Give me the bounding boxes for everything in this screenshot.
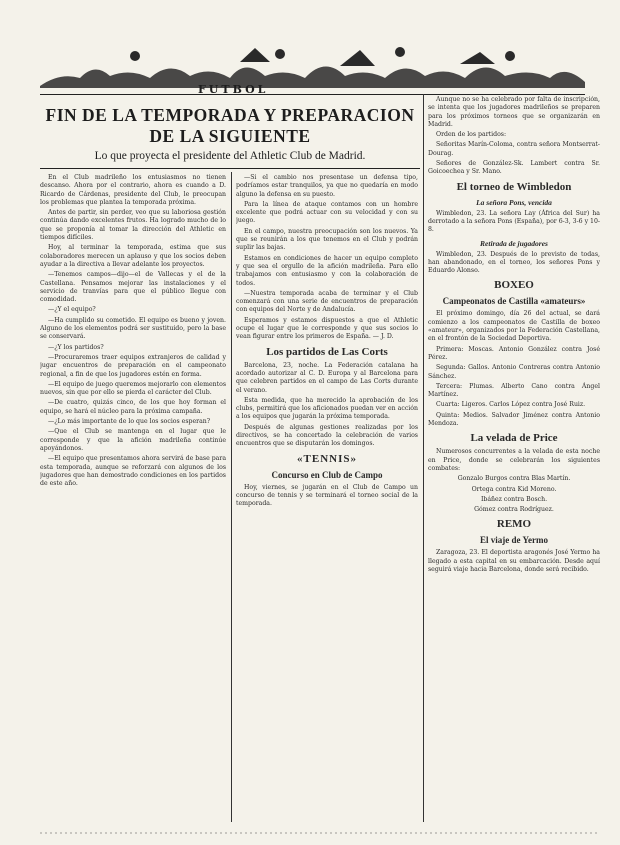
remo-title: REMO [496,518,532,531]
deck: Lo que proyecta el presidente del Athletic Club de Madrid. [94,150,366,162]
list-item: Cuarta: Ligeros. Carlos López contra José Ruiz. [436,401,586,409]
column-one [40,174,226,824]
paragraph: Barcelona, 23, noche. La Federación catalana ha acordado autorizar al C. D. Europa y al Barcelona para que celebren partidos en el campo de Las Corts durante el verano. [236,361,418,394]
paragraph: Para la línea de ataque contamos con un hombre excelente que podrá actuar con su velocidad y con su juego. [236,200,418,225]
paragraph: Después de algunas gestiones realizadas por los directivos, se ha concertado la celebración de varios encuentros que se disputarán los domingos. [236,423,418,448]
paragraph: El próximo domingo, día 26 del actual, se dará comienzo a los campeonatos de Castilla de boxeo «amateur», organizados por la Federación Castellana, en el frontón de la Sociedad Deportiva. [428,310,600,343]
boxeo-title: BOXEO [494,279,534,292]
paragraph: En el Club madrileño los entusiasmos no tienen descanso. Ahora por el contrario, ahora es cuando a D. Ricardo de Cárdenas, presidente del Club, le preocupan los problemas que plantea la temporada próxima. [40,174,226,206]
paragraph: —¿Y los partidos? [48,343,104,351]
paragraph: —Procuraremos traer equipos extranjeros de calidad y jugar encuentros de preparación en el campeonato regional, a fin de que los jugadores estén en forma. [40,353,226,378]
tennis-title: «TENNIS» [297,452,357,465]
boxeo-subhead: Campeonatos de Castilla «amateurs» [442,296,586,307]
headline: FIN DE LA TEMPORADA Y PREPARACION DE LA SIGUIENTE [45,105,415,146]
paragraph: Wimbledon, 23. Después de lo previsto de todas, han abandonado, en el torneo, los señores Pons y Eduardo Alonso. [428,250,600,275]
list-item: Gómez contra Rodríguez. [474,506,554,514]
paragraph: —¿Lo más importante de lo que los socios esperan? [48,418,211,426]
subhead-las-corts: Los partidos de Las Corts [266,345,388,358]
list-item: Primera: Moscas. Antonio González contra José Pérez. [428,345,600,361]
list-item: Quinta: Medios. Salvador Jiménez contra Antonio Mendoza. [428,411,600,428]
paragraph: —¿Y el equipo? [48,306,96,314]
paragraph: —De cuatro, quizás cinco, de los que hoy forman el equipo, se hará el núcleo para la próxima campaña. [40,399,226,415]
retirada-subhead: Retirada de jugadores [480,238,548,248]
column-three [428,96,600,824]
top-rule [40,94,585,95]
paragraph: Numerosos concurrentes a la velada de esta noche en Price, donde se celebrarán los siguientes combates: [428,448,600,472]
paragraph: Esta medida, que ha merecido la aprobación de los clubs, permitirá que los aficionados puedan ver en acción a los equipos que jugarán la próxima temporada. [236,396,418,421]
column-two [236,174,418,824]
paragraph: Aunque no se ha celebrado por falta de inscripción, se intenta que los jugadores madrileños se preparen para los próximos torneos que se organizarán en Madrid. [428,96,600,128]
paragraph: —El equipo que presentamos ahora servirá de base para esta temporada, aunque se reforzará con algunos de los jugadores que han demostrado condiciones en los partidos de este año. [40,455,226,488]
remo-subhead: El viaje de Yermo [480,535,548,546]
wimbledon-title: El torneo de Wimbledon [456,180,572,193]
wimbledon-subhead: La señora Pons, vencida [476,197,552,207]
section-label: FUTBOL [198,83,269,96]
list-item: Ortega contra Kid Moreno. [471,485,557,493]
column-divider [423,94,424,822]
list-item: Gonzalo Burgos contra Blas Martín. [457,475,571,483]
paragraph: —Si el cambio nos presentase un defensa tipo, podríamos estar tranquilos, ya que no quedaría en modo alguno la defensa en su puesto. [236,174,418,198]
paragraph: Estamos en condiciones de hacer un equipo completo y que sea el orgullo de la afición madrileña. Para ello trabajamos con entusiasmo y con la colaboración de todos. [236,254,418,287]
paragraph: Hoy, viernes, se jugarán en el Club de Campo un concurso de tennis y se terminará el torneo social de la temporada. [236,483,418,508]
paragraph: En el campo, nuestra preocupación son los nuevos. Ya que se reunirán a los que tenemos en el Club y podrán suplir las bajas. [236,227,418,252]
paragraph: —Ha cumplido su cometido. El equipo es bueno y joven. Alguno de los elementos podrá ser sustituido, pero la base se conservará. [40,316,226,341]
paragraph: Hoy, al terminar la temporada, estima que sus colaboradores merecen un aplauso y que los socios deben ayudar a la directiva a llevar adelante los proyectos. [40,244,226,268]
column-divider [231,172,232,822]
paragraph: Señores de González-Sk. Lambert contra Sr. Goicoechea y Sr. Mano. [428,160,600,176]
price-title: La velada de Price [470,432,558,445]
paragraph: —Que el Club se mantenga en el lugar que le corresponde y que la afición madrileña continúe apoyándonos. [40,428,226,452]
tennis-subhead: Concurso en Club de Campo [271,469,383,480]
paragraph: —Tenemos campos—dijo—el de Vallecas y el de la Castellana. Pensamos mejorar las instalaciones y el servicio de tranvías para que el público llegue con comodidad. [40,271,226,304]
paragraph: Wimbledon, 23. La señora Lay (África del Sur) ha derrotado a la señora Pons (España), por 6-3, 3-6 y 10-8. [428,209,600,234]
paragraph: Antes de partir, sin perder, veo que su laboriosa gestión continúa dando excelentes frutos. Ha logrado mucho de lo que se proponía al tomar la dirección del Athletic en tiempos difíciles. [40,209,226,242]
deck-rule [40,168,420,169]
paragraph: Esperamos y estamos dispuestos a que el Athletic ocupe el lugar que le corresponde y que sus socios lo vean figurar entre los primeros de España. — J. D. [236,316,418,341]
sports-banner-illustration [40,42,585,90]
paragraph: Orden de los partidos: [436,131,507,139]
paragraph: Zaragoza, 23. El deportista aragonés José Yermo ha llegado a esta capital en su embarcación. Desde aquí seguirá viaje hacia Barcelona, donde será recibido. [428,549,600,573]
footer-ornament [40,828,600,838]
paragraph: —Nuestra temporada acaba de terminar y el Club comenzará con una serie de encuentros de preparación con equipos del Norte y de Andalucía. [236,289,418,314]
list-item: Ibáñez contra Bosch. [480,495,548,503]
paragraph: —El equipo de juego queremos mejorarlo con elementos nuevos, sin que por ello se pierda el carácter del Club. [40,380,226,397]
list-item: Tercera: Plumas. Alberto Cano contra Ángel Martínez. [428,382,600,399]
list-item: Segunda: Gallos. Antonio Contreras contra Antonio Sánchez. [428,364,600,380]
paragraph: Señoritas Marín-Coloma, contra señora Montserrat-Dourag. [428,141,600,157]
